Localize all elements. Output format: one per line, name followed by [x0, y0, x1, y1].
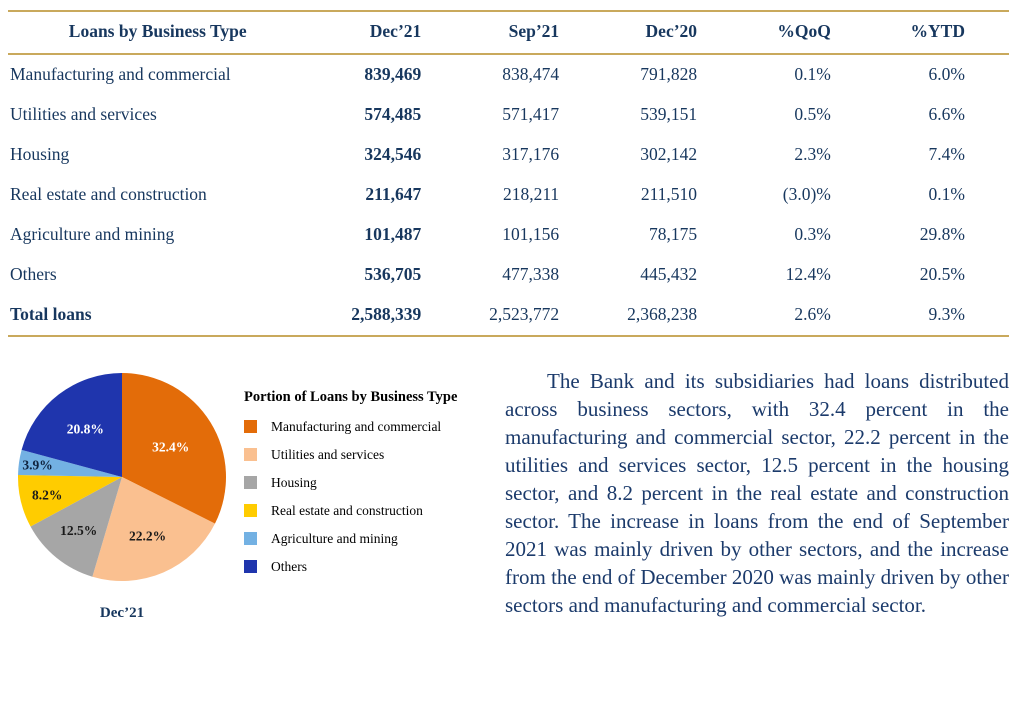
pie-legend [244, 367, 457, 622]
row-label: Manufacturing and commercial [10, 64, 231, 84]
pie-chart-area [0, 367, 505, 622]
table-row [8, 135, 1009, 175]
pie-slice-label: 8.2% [32, 487, 63, 503]
header-sep21: Sep’21 [508, 21, 560, 41]
loans-table-section [8, 10, 1009, 337]
legend-item [244, 504, 457, 517]
cell-sep21: 838,474 [502, 64, 560, 84]
row-label: Others [10, 264, 57, 284]
pie-slice-label: 32.4% [152, 439, 190, 455]
cell-sep21: 477,338 [502, 264, 560, 284]
cell-dec20: 78,175 [648, 224, 698, 244]
cell-dec21: 324,546 [364, 144, 422, 164]
report-page [0, 10, 1019, 725]
cell-ytd: 20.5% [919, 264, 965, 284]
cell-qoq: 0.3% [794, 224, 831, 244]
header-qoq: %QoQ [777, 21, 831, 41]
row-label: Agriculture and mining [10, 224, 175, 244]
cell-ytd: 6.0% [928, 64, 965, 84]
legend-swatch-icon [244, 420, 257, 433]
legend-label: Utilities and services [271, 446, 385, 462]
row-label: Utilities and services [10, 104, 157, 124]
header-ytd: %YTD [910, 21, 965, 41]
pie-chart [12, 367, 232, 587]
pie-column [0, 367, 244, 622]
cell-ytd: 7.4% [928, 144, 965, 164]
legend-label: Real estate and construction [271, 502, 423, 518]
pie-slice-label: 12.5% [60, 522, 98, 538]
cell-dec20: 445,432 [640, 264, 698, 284]
table-row [8, 95, 1009, 135]
cell-ytd: 6.6% [928, 104, 965, 124]
legend-item [244, 420, 457, 433]
legend-label: Others [271, 558, 307, 574]
legend-item [244, 448, 457, 461]
table-row [8, 175, 1009, 215]
cell-dec21: 101,487 [364, 224, 422, 244]
cell-sep21: 317,176 [502, 144, 560, 164]
commentary-section [505, 367, 1019, 622]
cell-qoq: 0.5% [794, 104, 831, 124]
cell-qoq: (3.0)% [782, 184, 831, 204]
cell-dec20: 791,828 [640, 64, 698, 84]
total-label: Total loans [10, 304, 92, 324]
cell-dec21: 839,469 [364, 64, 422, 84]
total-ytd: 9.3% [928, 304, 965, 324]
legend-swatch-icon [244, 532, 257, 545]
cell-dec20: 539,151 [640, 104, 698, 124]
cell-dec20: 302,142 [640, 144, 698, 164]
legend-label: Manufacturing and commercial [271, 418, 442, 434]
total-sep21: 2,523,772 [489, 304, 560, 324]
cell-dec21: 536,705 [364, 264, 422, 284]
total-dec20: 2,368,238 [627, 304, 698, 324]
header-loans-by-business-type: Loans by Business Type [68, 21, 247, 41]
pie-slice-label: 22.2% [129, 528, 167, 544]
cell-ytd: 29.8% [919, 224, 965, 244]
cell-qoq: 2.3% [794, 144, 831, 164]
legend-swatch-icon [244, 476, 257, 489]
table-row [8, 215, 1009, 255]
pie-chart-caption: Dec’21 [99, 605, 145, 621]
header-dec21: Dec’21 [369, 21, 422, 41]
legend-label: Housing [271, 474, 317, 490]
cell-dec21: 574,485 [364, 104, 422, 124]
row-label: Real estate and construction [10, 184, 207, 204]
table-row [8, 255, 1009, 295]
legend-item [244, 532, 457, 545]
legend-item [244, 560, 457, 573]
commentary-paragraph: The Bank and its subsidiaries had loans distributed across business sectors, with 32.4 percent in the manufacturing and commercial sector, 22.2 percent in the utilities and services sector, 12.5 percent in the housing sector, and 8.2 percent in the real estate and construction sector. The increase in loans from the end of September 2021 was mainly driven by other sectors, and the increase from the end of December 2020 was mainly driven by other sectors and manufacturing and commercial sector. [505, 369, 1009, 617]
cell-sep21: 218,211 [502, 184, 560, 204]
cell-ytd: 0.1% [928, 184, 965, 204]
legend-item [244, 476, 457, 489]
total-dec21: 2,588,339 [351, 304, 422, 324]
table-header-row [8, 11, 1009, 54]
legend-swatch-icon [244, 504, 257, 517]
pie-slice-label: 3.9% [22, 457, 53, 473]
legend-swatch-icon [244, 560, 257, 573]
table-row [8, 54, 1009, 95]
cell-qoq: 0.1% [794, 64, 831, 84]
legend-swatch-icon [244, 448, 257, 461]
header-dec20: Dec’20 [645, 21, 698, 41]
cell-dec21: 211,647 [365, 184, 422, 204]
cell-qoq: 12.4% [785, 264, 831, 284]
legend-label: Agriculture and mining [271, 530, 398, 546]
bottom-section [0, 367, 1019, 622]
total-qoq: 2.6% [794, 304, 831, 324]
loans-by-business-type-table [8, 10, 1009, 337]
row-label: Housing [10, 144, 70, 164]
cell-sep21: 101,156 [502, 224, 560, 244]
cell-dec20: 211,510 [640, 184, 698, 204]
pie-slice-label: 20.8% [66, 421, 104, 437]
legend-title: Portion of Loans by Business Type [244, 389, 458, 405]
cell-sep21: 571,417 [502, 104, 560, 124]
table-total-row [8, 295, 1009, 336]
